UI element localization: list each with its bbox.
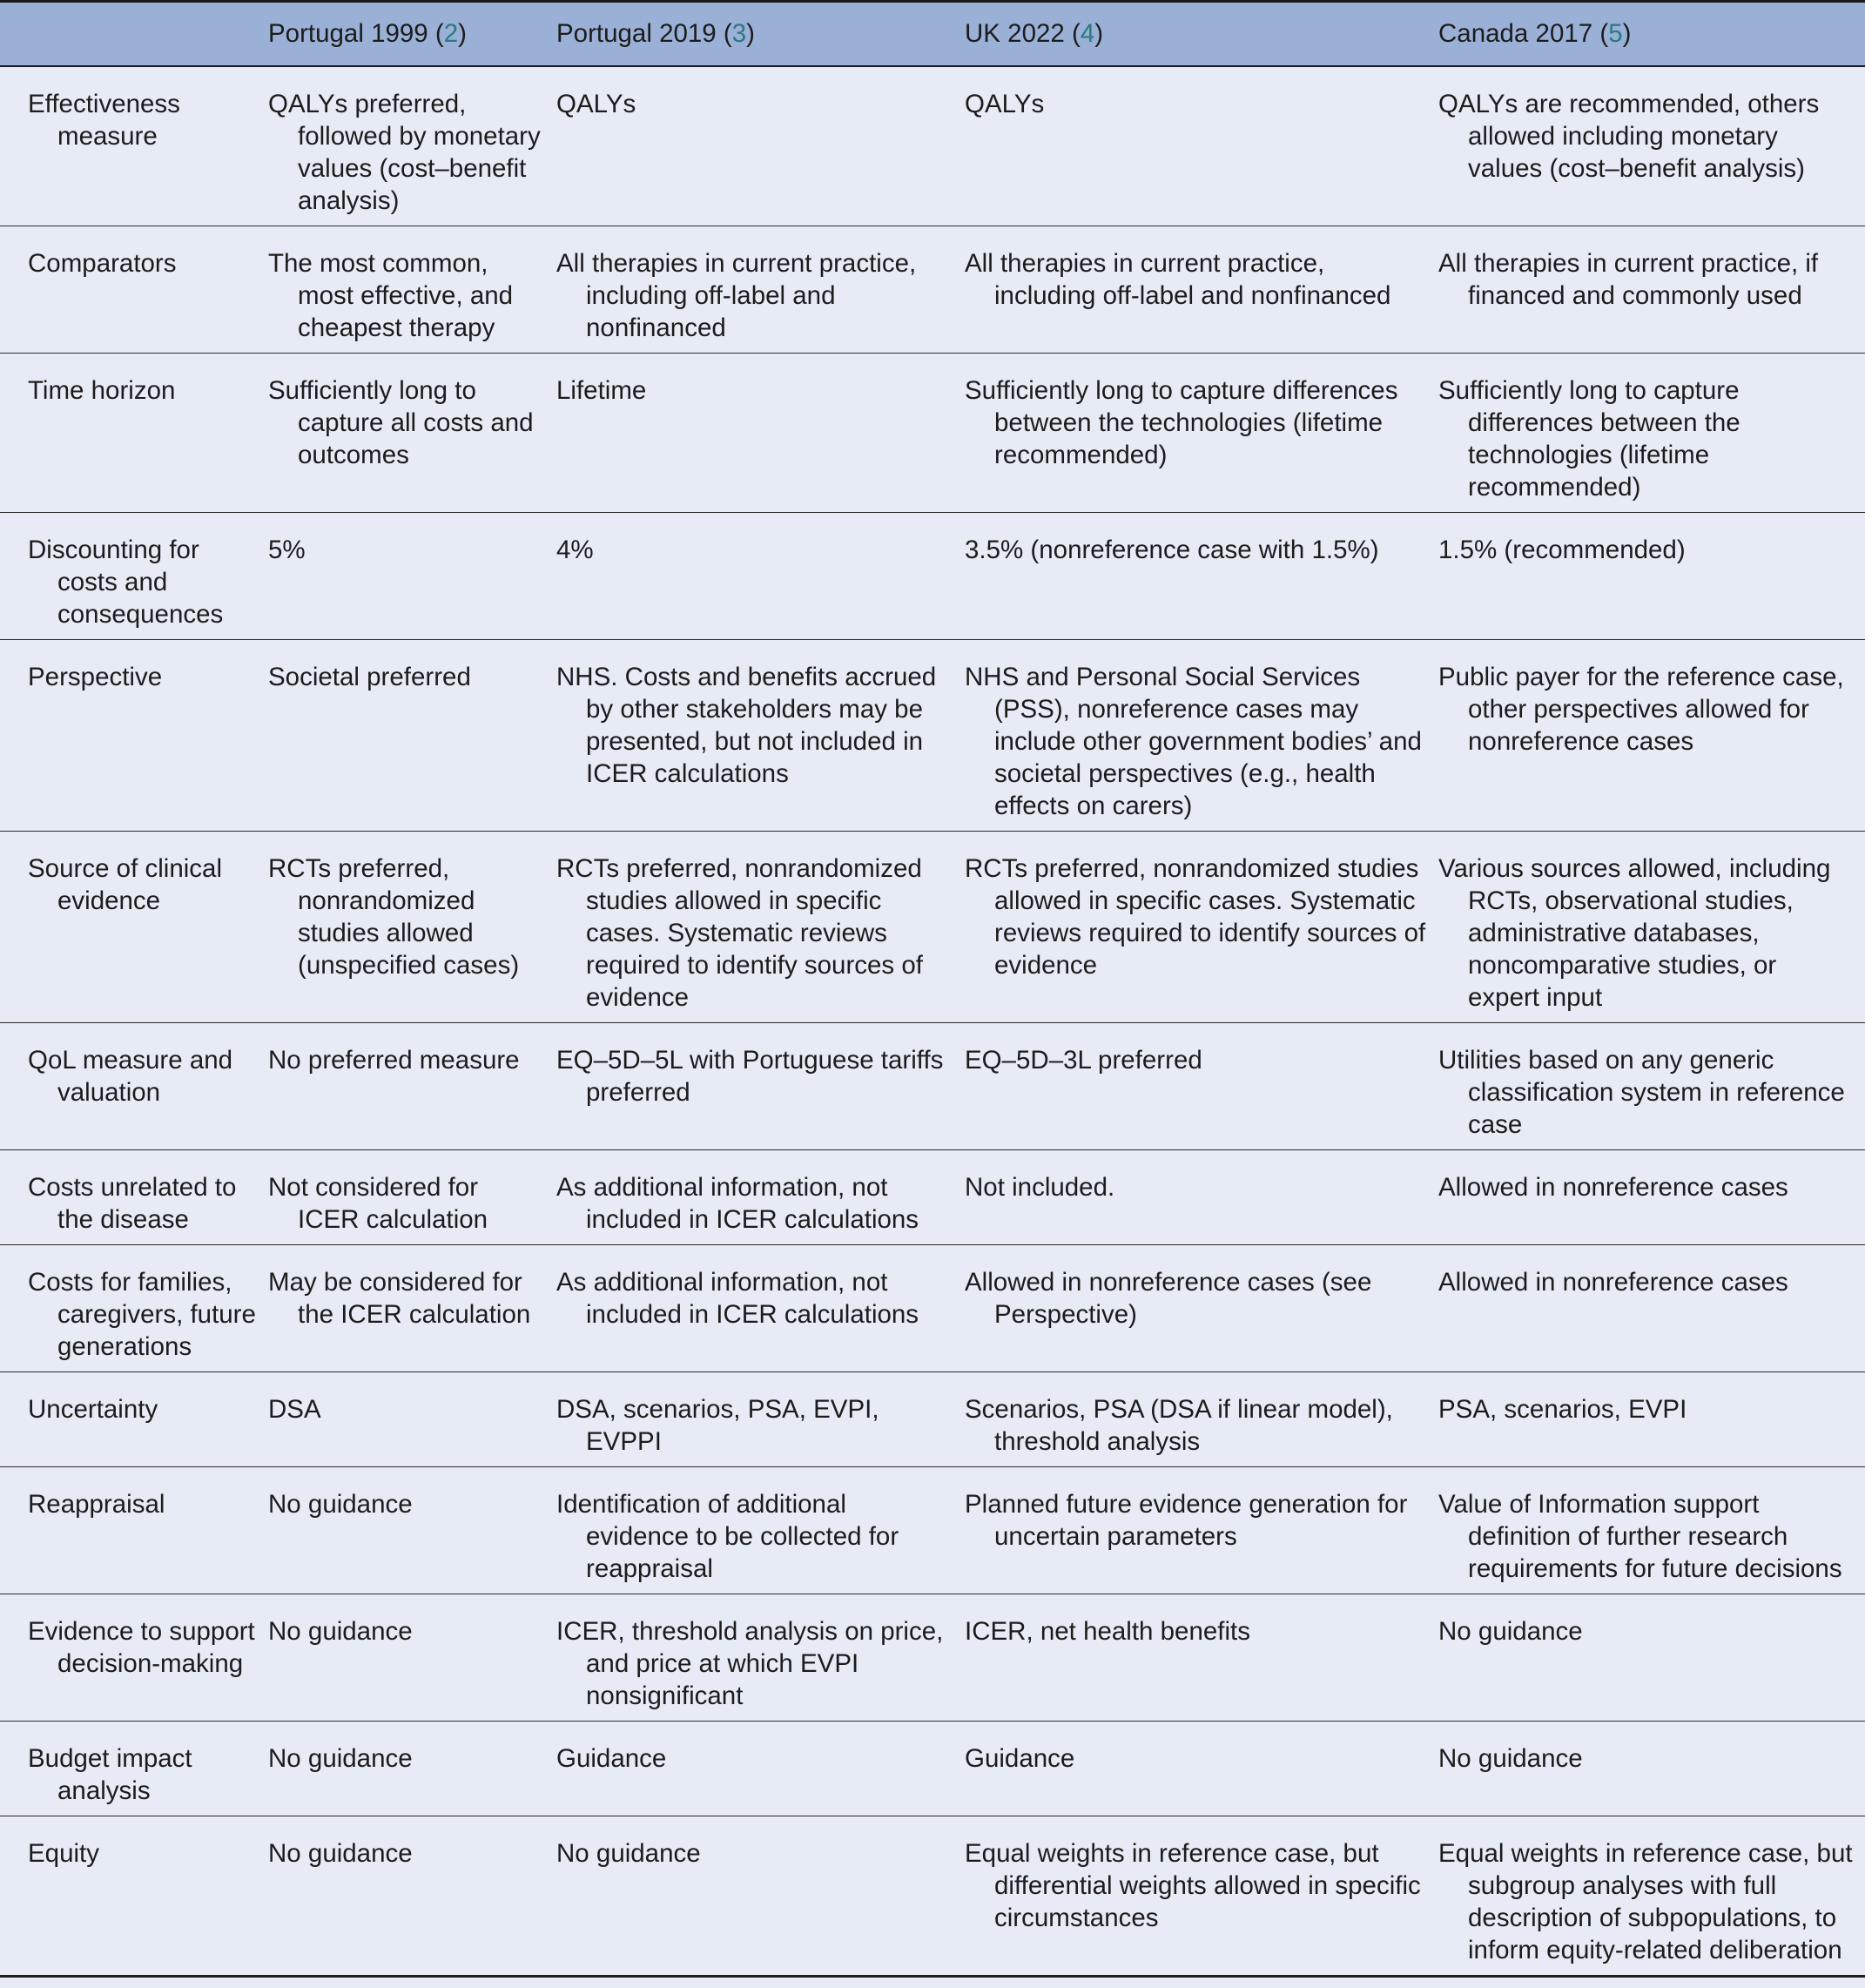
table-row bbox=[0, 1594, 1865, 1721]
portugal-1999-cell: RCTs preferred, nonrandomized studies allowed (unspecified cases) bbox=[268, 853, 520, 980]
portugal-2019-cell: Identification of additional evidence to be collected for reappraisal bbox=[556, 1489, 899, 1583]
uk-2022-cell: Allowed in nonreference cases (see Perspective) bbox=[965, 1267, 1372, 1329]
canada-2017-cell: No guidance bbox=[1438, 1616, 1583, 1646]
portugal-1999-cell: Not considered for ICER calculation bbox=[268, 1172, 488, 1234]
header-portugal-1999: Portugal 1999 (2) bbox=[268, 19, 467, 49]
header-uk-2022: UK 2022 (4) bbox=[965, 19, 1104, 49]
criterion-cell: Uncertainty bbox=[28, 1394, 158, 1424]
table-row bbox=[0, 226, 1865, 353]
canada-2017-cell: Allowed in nonreference cases bbox=[1438, 1267, 1788, 1297]
criterion-cell: Reappraisal bbox=[28, 1489, 165, 1519]
canada-2017-cell: Various sources allowed, including RCTs, observational studies, administrative databases, noncomparative studies, or expert input bbox=[1438, 853, 1831, 1012]
portugal-1999-cell: DSA bbox=[268, 1394, 321, 1424]
criterion-cell: Source of clinical evidence bbox=[28, 853, 222, 915]
reference-link-2[interactable]: 2 bbox=[443, 19, 459, 49]
table-row bbox=[0, 1466, 1865, 1594]
portugal-2019-cell: No guidance bbox=[556, 1838, 701, 1868]
portugal-1999-cell: No preferred measure bbox=[268, 1045, 520, 1075]
table-row bbox=[0, 831, 1865, 1022]
portugal-1999-cell: Societal preferred bbox=[268, 662, 471, 691]
uk-2022-cell: NHS and Personal Social Services (PSS), nonreference cases may include other government bodies’ and societal perspectives (e.g., health effects on carers) bbox=[965, 662, 1422, 820]
criterion-cell: Evidence to support decision-making bbox=[28, 1616, 255, 1678]
table-row bbox=[0, 1149, 1865, 1244]
header-portugal-2019: Portugal 2019 (3) bbox=[556, 19, 755, 49]
criterion-cell: Time horizon bbox=[28, 375, 176, 405]
portugal-1999-cell: QALYs preferred, followed by monetary values (cost–benefit analysis) bbox=[268, 89, 541, 215]
table-row bbox=[0, 512, 1865, 639]
table-header bbox=[0, 2, 1865, 66]
canada-2017-cell: Equal weights in reference case, but subgroup analyses with full description of subpopulations, to inform equity-related deliberation bbox=[1438, 1838, 1853, 1964]
canada-2017-cell: No guidance bbox=[1438, 1743, 1583, 1773]
criterion-cell: Perspective bbox=[28, 662, 163, 691]
portugal-2019-cell: Lifetime bbox=[556, 375, 647, 405]
portugal-1999-cell: The most common, most effective, and cheapest therapy bbox=[268, 248, 514, 342]
table-row bbox=[0, 1721, 1865, 1816]
uk-2022-cell: QALYs bbox=[965, 89, 1045, 118]
portugal-1999-cell: No guidance bbox=[268, 1489, 413, 1519]
criterion-cell: Discounting for costs and consequences bbox=[28, 535, 224, 629]
criterion-cell: Costs for families, caregivers, future generations bbox=[28, 1267, 256, 1361]
portugal-2019-cell: NHS. Costs and benefits accrued by other stakeholders may be presented, but not included in ICER calculations bbox=[556, 662, 937, 788]
criterion-cell: QoL measure and valuation bbox=[28, 1045, 233, 1107]
uk-2022-cell: All therapies in current practice, including off-label and nonfinanced bbox=[965, 248, 1391, 310]
portugal-2019-cell: EQ–5D–5L with Portuguese tariffs preferred bbox=[556, 1045, 944, 1107]
criterion-cell: Equity bbox=[28, 1838, 99, 1868]
uk-2022-cell: EQ–5D–3L preferred bbox=[965, 1045, 1202, 1075]
table-row bbox=[0, 639, 1865, 831]
portugal-1999-cell: May be considered for the ICER calculation bbox=[268, 1267, 531, 1329]
portugal-2019-cell: DSA, scenarios, PSA, EVPI, EVPPI bbox=[556, 1394, 879, 1456]
table-row bbox=[0, 1371, 1865, 1466]
portugal-1999-cell: 5% bbox=[268, 535, 306, 564]
uk-2022-cell: Equal weights in reference case, but differential weights allowed in specific circumstances bbox=[965, 1838, 1421, 1932]
canada-2017-cell: Allowed in nonreference cases bbox=[1438, 1172, 1788, 1202]
uk-2022-cell: Scenarios, PSA (DSA if linear model), threshold analysis bbox=[965, 1394, 1393, 1456]
table-row bbox=[0, 353, 1865, 512]
portugal-2019-cell: RCTs preferred, nonrandomized studies allowed in specific cases. Systematic reviews required to identify sources of evidence bbox=[556, 853, 923, 1012]
uk-2022-cell: Planned future evidence generation for uncertain parameters bbox=[965, 1489, 1408, 1551]
criterion-cell: Effectiveness measure bbox=[28, 89, 180, 151]
portugal-2019-cell: All therapies in current practice, including off-label and nonfinanced bbox=[556, 248, 917, 342]
header-criterion bbox=[0, 2, 268, 66]
canada-2017-cell: Sufficiently long to capture differences between the technologies (lifetime recommended) bbox=[1438, 375, 1740, 502]
uk-2022-cell: Sufficiently long to capture differences between the technologies (lifetime recommended) bbox=[965, 375, 1398, 469]
table-row bbox=[0, 1816, 1865, 1976]
criterion-cell: Comparators bbox=[28, 248, 177, 278]
header-canada-2017: Canada 2017 (5) bbox=[1438, 19, 1632, 49]
reference-link-3[interactable]: 3 bbox=[731, 19, 747, 49]
portugal-2019-cell: As additional information, not included in ICER calculations bbox=[556, 1172, 919, 1234]
uk-2022-cell: ICER, net health benefits bbox=[965, 1616, 1250, 1646]
portugal-2019-cell: ICER, threshold analysis on price, and price at which EVPI nonsignificant bbox=[556, 1616, 944, 1710]
portugal-2019-cell: Guidance bbox=[556, 1743, 667, 1773]
reference-link-5[interactable]: 5 bbox=[1608, 19, 1623, 49]
portugal-2019-cell: As additional information, not included in ICER calculations bbox=[556, 1267, 919, 1329]
table-row bbox=[0, 1022, 1865, 1149]
portugal-1999-cell: No guidance bbox=[268, 1743, 413, 1773]
table-body bbox=[0, 66, 1865, 1977]
table-row bbox=[0, 1244, 1865, 1371]
portugal-1999-cell: No guidance bbox=[268, 1838, 413, 1868]
uk-2022-cell: RCTs preferred, nonrandomized studies allowed in specific cases. Systematic reviews required to identify sources of evidence bbox=[965, 853, 1426, 980]
portugal-2019-cell: 4% bbox=[556, 535, 594, 564]
uk-2022-cell: Guidance bbox=[965, 1743, 1075, 1773]
table-row bbox=[0, 66, 1865, 226]
canada-2017-cell: 1.5% (recommended) bbox=[1438, 535, 1686, 564]
criterion-cell: Budget impact analysis bbox=[28, 1743, 192, 1805]
uk-2022-cell: Not included. bbox=[965, 1172, 1115, 1202]
portugal-1999-cell: Sufficiently long to capture all costs and outcomes bbox=[268, 375, 534, 469]
canada-2017-cell: Utilities based on any generic classification system in reference case bbox=[1438, 1045, 1845, 1139]
portugal-2019-cell: QALYs bbox=[556, 89, 636, 118]
canada-2017-cell: Public payer for the reference case, other perspectives allowed for nonreference cases bbox=[1438, 662, 1844, 756]
canada-2017-cell: Value of Information support definition of further research requirements for future decisions bbox=[1438, 1489, 1842, 1583]
portugal-1999-cell: No guidance bbox=[268, 1616, 413, 1646]
canada-2017-cell: PSA, scenarios, EVPI bbox=[1438, 1394, 1687, 1424]
criterion-cell: Costs unrelated to the disease bbox=[28, 1172, 237, 1234]
uk-2022-cell: 3.5% (nonreference case with 1.5%) bbox=[965, 535, 1379, 564]
canada-2017-cell: QALYs are recommended, others allowed including monetary values (cost–benefit analysis) bbox=[1438, 89, 1820, 183]
header-row bbox=[0, 2, 1865, 66]
canada-2017-cell: All therapies in current practice, if financed and commonly used bbox=[1438, 248, 1819, 310]
reference-link-4[interactable]: 4 bbox=[1080, 19, 1095, 49]
